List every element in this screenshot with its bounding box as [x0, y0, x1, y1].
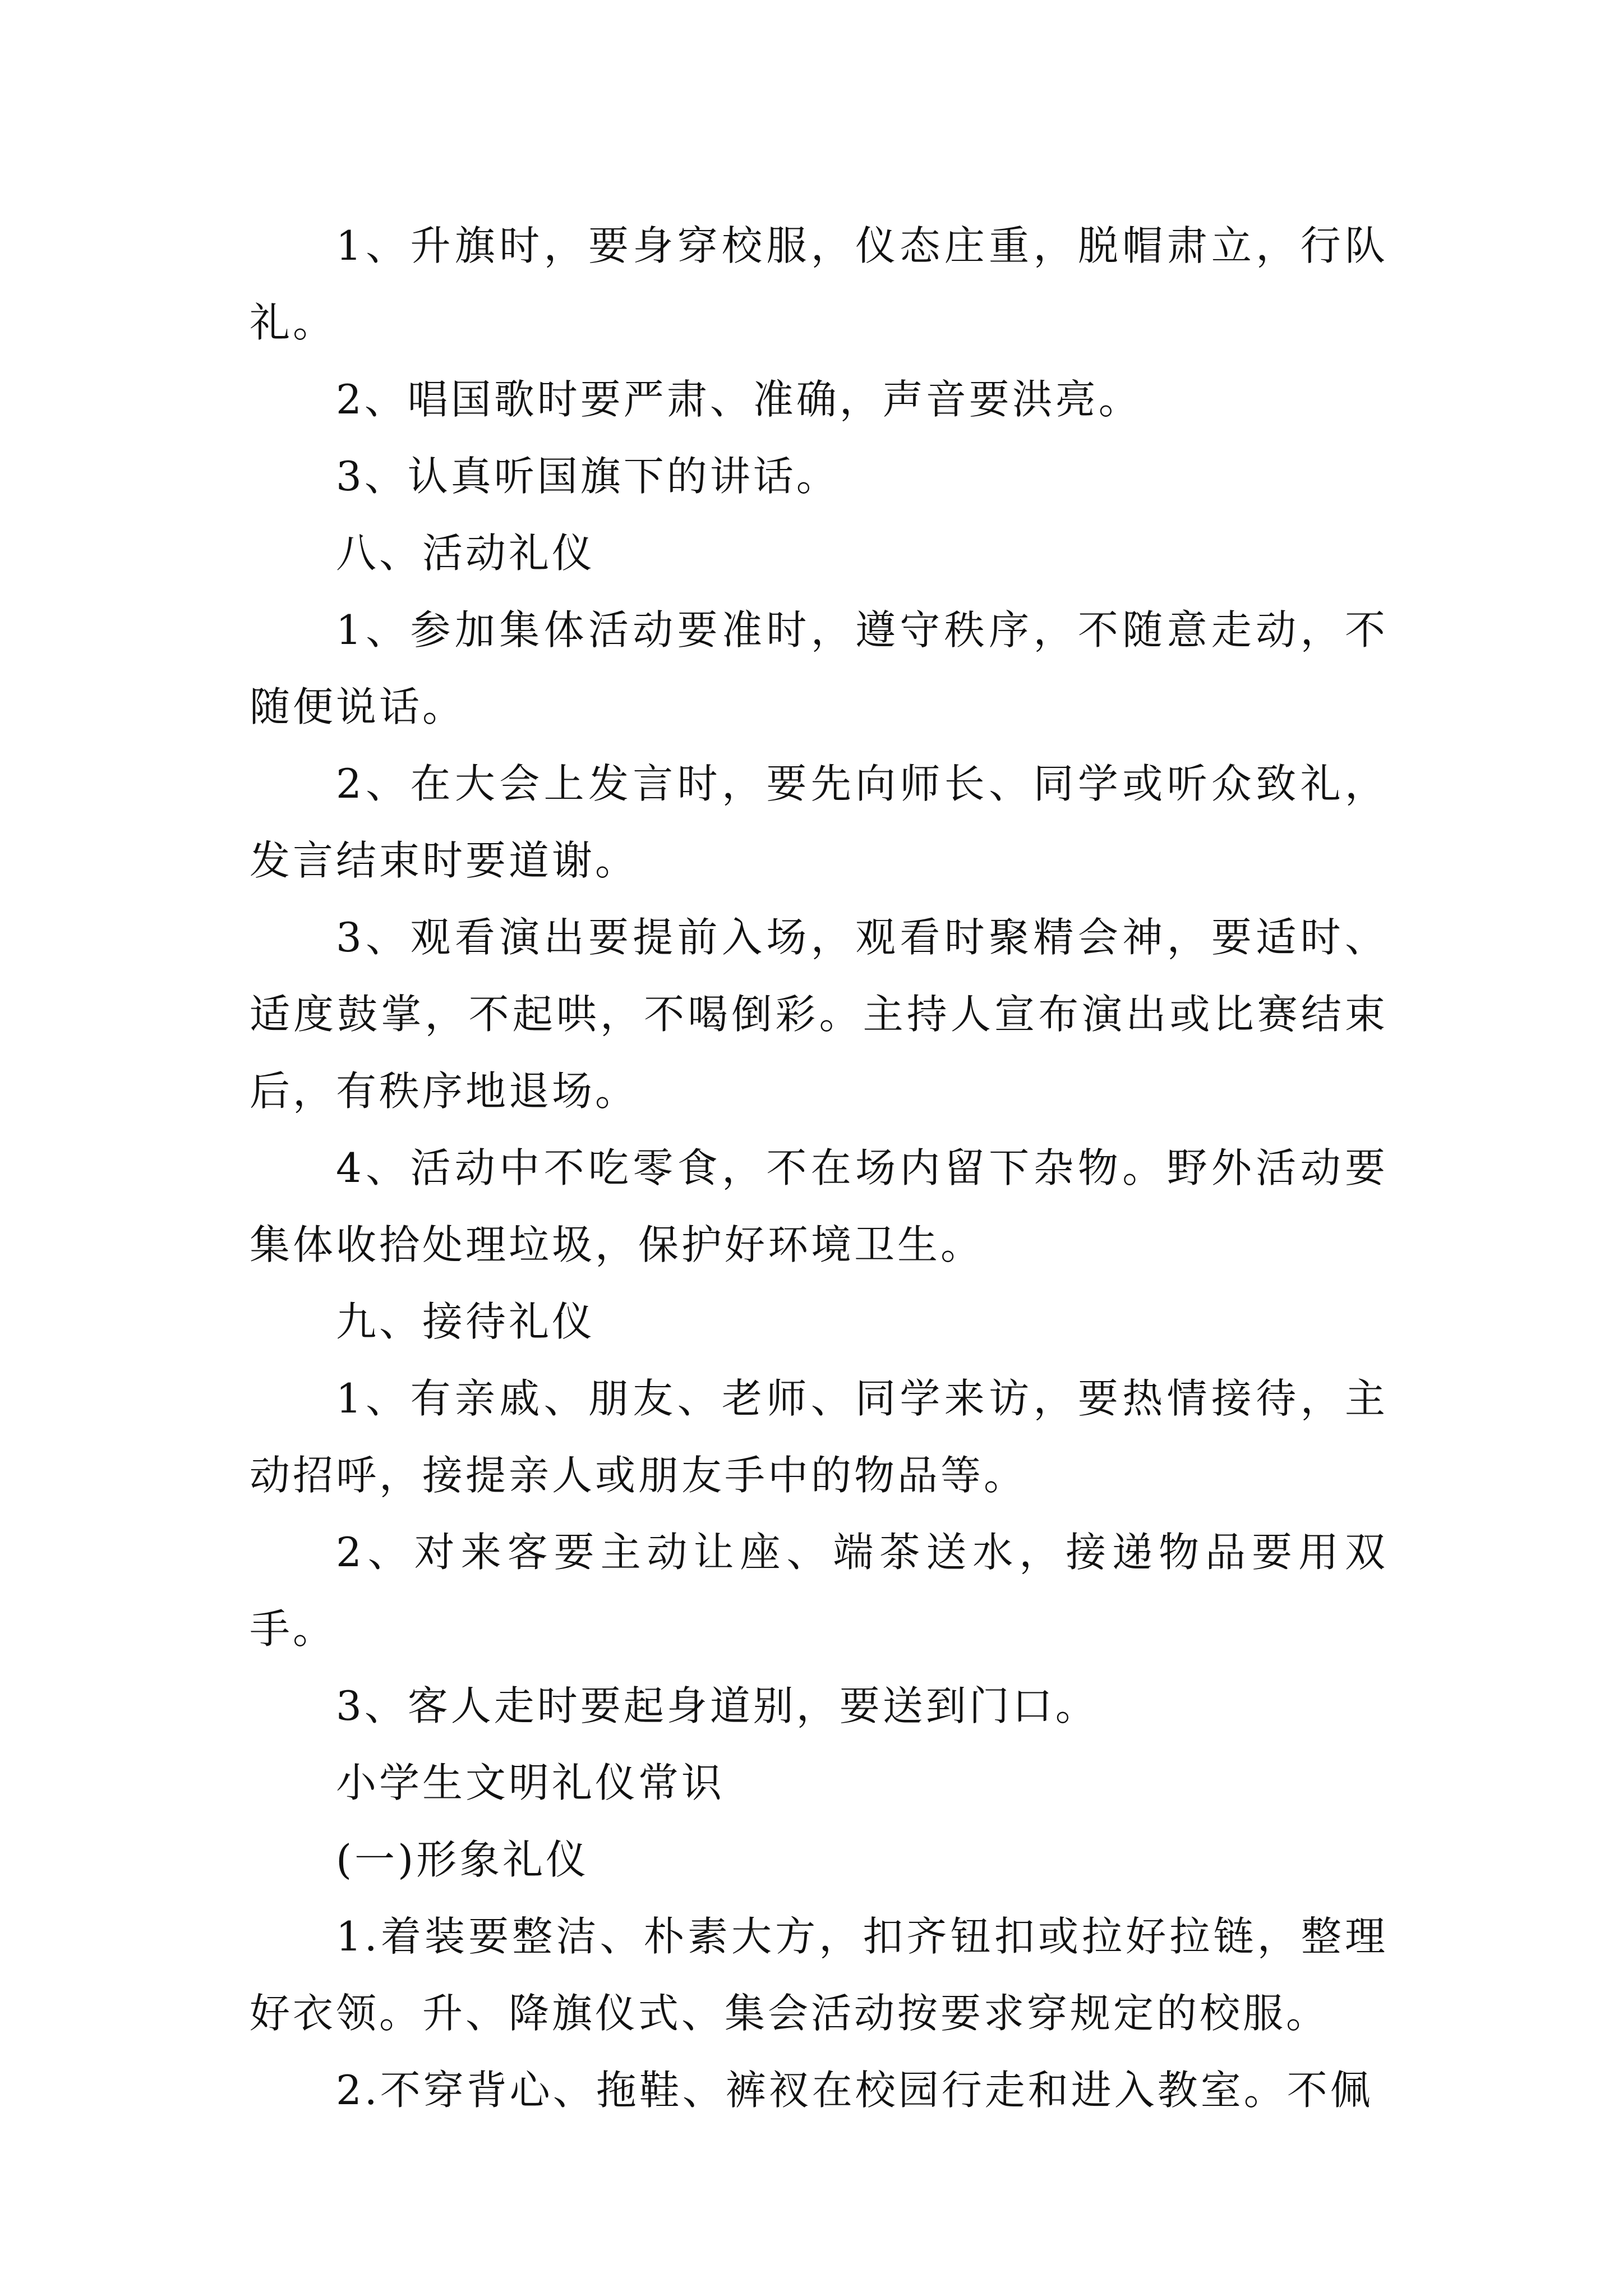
paragraph-activity-punctual: 1、参加集体活动要准时，遵守秩序，不随意走动，不随便说话。 [250, 606, 1388, 730]
paragraph-activity-speech: 2、在大会上发言时，要先向师长、同学或听众致礼，发言结束时要道谢。 [250, 760, 1388, 884]
paragraph-activity-litter: 4、活动中不吃零食，不在场内留下杂物。野外活动要集体收拾处理垃圾，保护好环境卫生。 [250, 1144, 1388, 1268]
subsection-heading-image-etiquette: (一)形象礼仪 [336, 1836, 589, 1883]
paragraph-reception-seat: 2、对来客要主动让座、端茶送水，接递物品要用双手。 [250, 1529, 1388, 1653]
section-title-etiquette-knowledge: 小学生文明礼仪常识 [336, 1759, 725, 1806]
paragraph-reception-farewell: 3、客人走时要起身道别，要送到门口。 [336, 1682, 1099, 1729]
paragraph-reception-welcome: 1、有亲戚、朋友、老师、同学来访，要热情接待，主动招呼，接提亲人或朋友手中的物品等。 [250, 1375, 1388, 1499]
paragraph-dress-prohibited: 2.不穿背心、拖鞋、裤衩在校园行走和进入教室。不佩 [336, 2067, 1373, 2114]
section-heading-activity-etiquette: 八、活动礼仪 [336, 530, 596, 577]
paragraph-activity-performance: 3、观看演出要提前入场，观看时聚精会神，要适时、适度鼓掌，不起哄，不喝倒彩。主持人宣布演出或比赛结束后，有秩序地退场。 [250, 914, 1388, 1115]
document-body [250, 208, 1388, 2129]
paragraph-flag-speech: 3、认真听国旗下的讲话。 [336, 453, 840, 500]
paragraph-flag-raising-uniform: 1、升旗时，要身穿校服，仪态庄重，脱帽肃立，行队礼。 [250, 222, 1388, 346]
paragraph-national-anthem: 2、唱国歌时要严肃、准确，声音要洪亮。 [336, 376, 1142, 423]
section-heading-reception-etiquette: 九、接待礼仪 [336, 1298, 596, 1345]
paragraph-dress-neat: 1.着装要整洁、朴素大方，扣齐钮扣或拉好拉链，整理好衣领。升、降旗仪式、集会活动按要求穿规定的校服。 [250, 1913, 1388, 2037]
